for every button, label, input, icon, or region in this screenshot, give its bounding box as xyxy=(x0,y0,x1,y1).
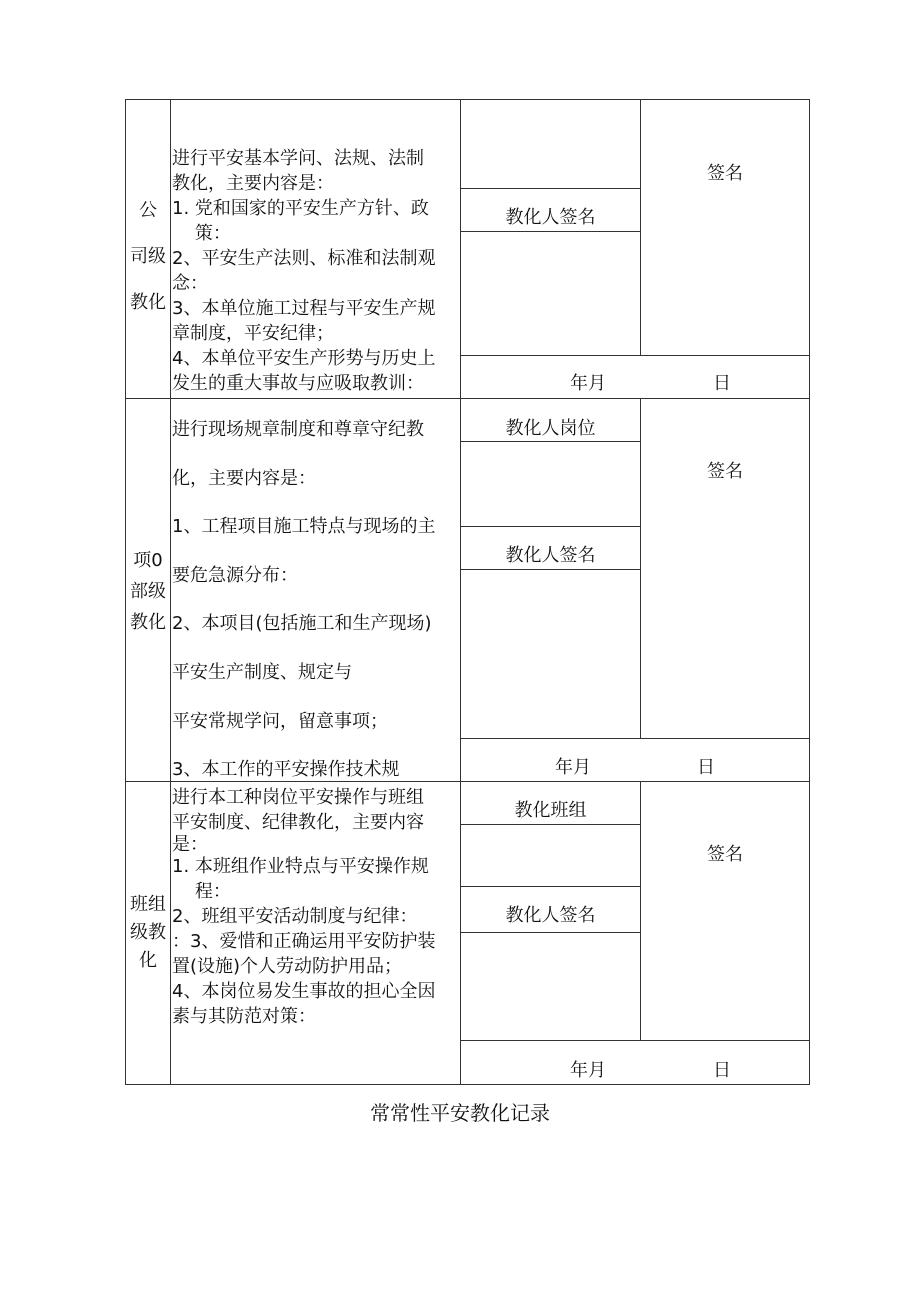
row-divider xyxy=(460,1040,810,1041)
educator-position-label: 教化人岗位 xyxy=(505,418,596,439)
date-year-month: 年月 xyxy=(570,373,606,394)
signature-label: 签名 xyxy=(707,844,743,865)
project-level-content xyxy=(172,414,462,803)
content-line: 置(设施)个人劳动防护用品； xyxy=(172,956,403,977)
project-level-category xyxy=(126,547,170,636)
category-line: 教化 xyxy=(130,612,166,633)
company-level-category xyxy=(126,197,170,317)
content-line: 平安常规学问，留意事项； xyxy=(172,710,388,732)
content-line: 念： xyxy=(172,273,208,294)
row-divider xyxy=(460,441,640,442)
content-line: 进行现场规章制度和尊章守纪教 xyxy=(172,419,424,440)
content-line: 平安制度、纪律教化，主要内容 xyxy=(172,812,424,833)
date-year-month: 年月 xyxy=(555,757,591,778)
content-line: 3、本单位施工过程与平安生产规 xyxy=(172,298,436,319)
category-line: 班组 xyxy=(130,894,166,915)
content-line: 平安生产制度、规定与 xyxy=(172,661,352,683)
content-line: 是： xyxy=(172,834,208,855)
date-year-month: 年月 xyxy=(570,1060,606,1081)
column-divider xyxy=(170,99,171,1085)
category-line: 级教 xyxy=(130,922,166,943)
footer-title: 常常性平安教化记录 xyxy=(370,1103,550,1125)
content-line: 4、本岗位易发生事故的担心全因 xyxy=(172,981,436,1002)
content-line: 策： xyxy=(172,223,231,244)
column-divider xyxy=(640,781,641,1041)
company-level-content xyxy=(172,146,462,396)
content-line: 3、本工作的平安操作技术规 xyxy=(172,759,400,781)
content-line: 进行平安基本学问、法规、法制 xyxy=(172,148,424,169)
educator-signature-label: 教化人签名 xyxy=(505,545,596,566)
content-line: 素与其防范对策： xyxy=(172,1006,316,1027)
date-day: 日 xyxy=(713,1060,731,1081)
category-line: 公 xyxy=(139,200,157,221)
category-line: 项0 xyxy=(133,550,163,571)
table-border xyxy=(125,99,810,100)
team-level-content xyxy=(172,785,462,1029)
content-line: 1. 本班组作业特点与平安操作规 xyxy=(172,856,429,877)
content-line: 1. 党和国家的平安生产方针、政 xyxy=(172,198,429,219)
row-divider xyxy=(460,886,640,887)
category-line: 司级 xyxy=(130,246,166,267)
date-day: 日 xyxy=(697,757,715,778)
content-line: 章制度，平安纪律； xyxy=(172,323,334,344)
row-divider xyxy=(460,932,640,933)
content-line: ：3、爱惜和正确运用平安防护装 xyxy=(172,931,436,952)
category-line: 化 xyxy=(139,950,157,971)
row-divider xyxy=(460,824,640,825)
content-line: 化，主要内容是： xyxy=(172,467,316,489)
signature-label: 签名 xyxy=(707,461,743,482)
content-line: 进行本工种岗位平安操作与班组 xyxy=(172,787,424,808)
signature-label: 签名 xyxy=(707,163,743,184)
row-divider xyxy=(125,398,810,399)
content-line: 4、本单位平安生产形势与历史上 xyxy=(172,348,436,369)
team-level-category xyxy=(126,891,170,975)
educator-signature-label: 教化人签名 xyxy=(505,207,596,228)
category-line: 部级 xyxy=(130,581,166,602)
content-line: 2、班组平安活动制度与纪律： xyxy=(172,906,418,927)
content-line: 2、平安生产法则、标准和法制观 xyxy=(172,248,436,269)
table-border xyxy=(809,99,810,1085)
column-divider xyxy=(640,398,641,739)
content-line: 要危急源分布： xyxy=(172,564,298,586)
content-line: 发生的重大事故与应吸取教训： xyxy=(172,373,424,394)
content-line: 1、工程项目施工特点与现场的主 xyxy=(172,516,436,538)
row-divider xyxy=(460,231,640,232)
content-line: 教化，主要内容是： xyxy=(172,173,334,194)
educator-signature-label: 教化人签名 xyxy=(505,905,596,926)
table-border xyxy=(125,1084,810,1085)
row-divider xyxy=(460,569,640,570)
content-line: 2、本项目(包括施工和生产现场) xyxy=(172,613,432,635)
category-line: 教化 xyxy=(130,292,166,313)
content-line: 程： xyxy=(172,881,231,902)
education-team-label: 教化班组 xyxy=(514,800,587,821)
row-divider xyxy=(460,188,640,189)
column-divider xyxy=(640,99,641,356)
date-day: 日 xyxy=(713,373,731,394)
row-divider xyxy=(460,738,810,739)
row-divider xyxy=(460,355,810,356)
row-divider xyxy=(460,526,640,527)
